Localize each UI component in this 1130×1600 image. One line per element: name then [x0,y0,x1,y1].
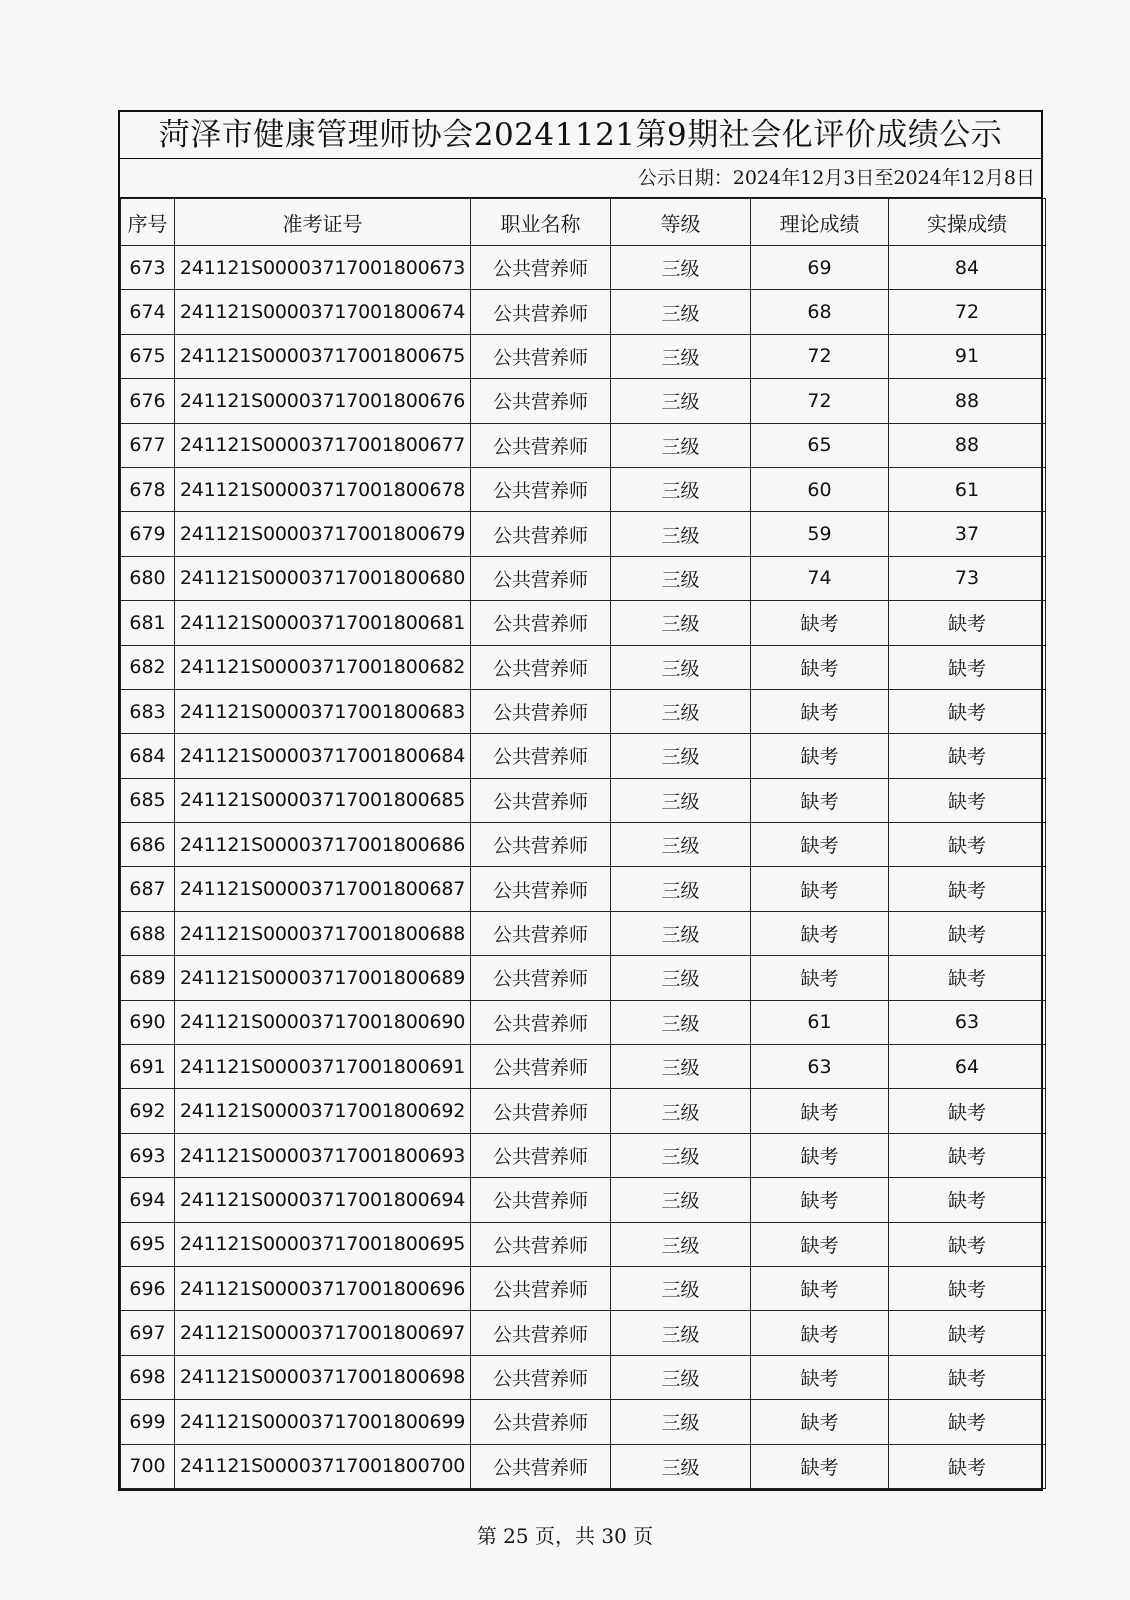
cell-practical-score: 缺考 [889,1222,1046,1266]
cell-level: 三级 [611,1000,751,1044]
cell-theory-score: 缺考 [751,1311,889,1355]
cell-level: 三级 [611,512,751,556]
cell-practical-score: 91 [889,334,1046,378]
table-row [121,1133,1046,1177]
document-title: 菏泽市健康管理师协会20241121第9期社会化评价成绩公示 [120,112,1041,159]
cell-ticket-no: 241121S00003717001800683 [175,689,471,733]
cell-ticket-no: 241121S00003717001800685 [175,778,471,822]
cell-level: 三级 [611,1400,751,1444]
cell-seq: 687 [121,867,175,911]
cell-theory-score: 缺考 [751,689,889,733]
cell-practical-score: 缺考 [889,1444,1046,1488]
table-row [121,1178,1046,1222]
header-seq: 序号 [121,199,175,246]
header-ticket-no: 准考证号 [175,199,471,246]
table-row [121,334,1046,378]
header-occupation: 职业名称 [471,199,611,246]
table-row [121,911,1046,955]
cell-seq: 679 [121,512,175,556]
cell-seq: 696 [121,1266,175,1310]
cell-practical-score: 缺考 [889,778,1046,822]
cell-theory-score: 缺考 [751,956,889,1000]
cell-seq: 692 [121,1089,175,1133]
cell-seq: 686 [121,823,175,867]
cell-seq: 699 [121,1400,175,1444]
cell-theory-score: 缺考 [751,601,889,645]
cell-theory-score: 缺考 [751,1400,889,1444]
cell-level: 三级 [611,246,751,290]
cell-practical-score: 缺考 [889,734,1046,778]
cell-ticket-no: 241121S00003717001800673 [175,246,471,290]
cell-level: 三级 [611,601,751,645]
cell-ticket-no: 241121S00003717001800682 [175,645,471,689]
cell-level: 三级 [611,1266,751,1310]
cell-theory-score: 缺考 [751,1178,889,1222]
cell-occupation: 公共营养师 [471,1266,611,1310]
cell-theory-score: 59 [751,512,889,556]
cell-seq: 685 [121,778,175,822]
cell-level: 三级 [611,467,751,511]
score-sheet [118,110,1043,1491]
cell-ticket-no: 241121S00003717001800690 [175,1000,471,1044]
cell-seq: 688 [121,911,175,955]
cell-ticket-no: 241121S00003717001800692 [175,1089,471,1133]
table-header-row [121,199,1046,246]
table-row [121,867,1046,911]
cell-level: 三级 [611,1444,751,1488]
cell-occupation: 公共营养师 [471,867,611,911]
cell-practical-score: 缺考 [889,1355,1046,1399]
table-row [121,290,1046,334]
cell-theory-score: 缺考 [751,823,889,867]
cell-seq: 682 [121,645,175,689]
cell-occupation: 公共营养师 [471,1444,611,1488]
table-row [121,1311,1046,1355]
cell-ticket-no: 241121S00003717001800694 [175,1178,471,1222]
cell-practical-score: 缺考 [889,1400,1046,1444]
cell-occupation: 公共营养师 [471,1311,611,1355]
cell-level: 三级 [611,334,751,378]
cell-ticket-no: 241121S00003717001800686 [175,823,471,867]
cell-ticket-no: 241121S00003717001800675 [175,334,471,378]
table-body [121,246,1046,1489]
cell-practical-score: 缺考 [889,1266,1046,1310]
cell-seq: 689 [121,956,175,1000]
cell-seq: 681 [121,601,175,645]
cell-practical-score: 缺考 [889,1178,1046,1222]
table-row [121,423,1046,467]
cell-level: 三级 [611,1045,751,1089]
cell-theory-score: 缺考 [751,645,889,689]
cell-practical-score: 73 [889,556,1046,600]
cell-seq: 694 [121,1178,175,1222]
cell-seq: 674 [121,290,175,334]
cell-level: 三级 [611,1355,751,1399]
cell-level: 三级 [611,689,751,733]
cell-occupation: 公共营养师 [471,290,611,334]
cell-level: 三级 [611,956,751,1000]
cell-ticket-no: 241121S00003717001800676 [175,379,471,423]
cell-occupation: 公共营养师 [471,1400,611,1444]
cell-ticket-no: 241121S00003717001800700 [175,1444,471,1488]
cell-seq: 691 [121,1045,175,1089]
cell-practical-score: 缺考 [889,645,1046,689]
cell-ticket-no: 241121S00003717001800684 [175,734,471,778]
cell-ticket-no: 241121S00003717001800678 [175,467,471,511]
table-row [121,689,1046,733]
cell-practical-score: 72 [889,290,1046,334]
table-row [121,778,1046,822]
cell-occupation: 公共营养师 [471,1355,611,1399]
cell-seq: 680 [121,556,175,600]
cell-occupation: 公共营养师 [471,645,611,689]
cell-theory-score: 缺考 [751,778,889,822]
cell-level: 三级 [611,1089,751,1133]
cell-occupation: 公共营养师 [471,734,611,778]
cell-practical-score: 缺考 [889,911,1046,955]
cell-occupation: 公共营养师 [471,601,611,645]
cell-level: 三级 [611,1178,751,1222]
cell-seq: 675 [121,334,175,378]
table-row [121,467,1046,511]
cell-occupation: 公共营养师 [471,1000,611,1044]
cell-occupation: 公共营养师 [471,778,611,822]
cell-level: 三级 [611,290,751,334]
cell-occupation: 公共营养师 [471,1178,611,1222]
table-row [121,645,1046,689]
score-table [120,198,1046,1489]
cell-level: 三级 [611,778,751,822]
cell-occupation: 公共营养师 [471,379,611,423]
table-row [121,956,1046,1000]
cell-seq: 700 [121,1444,175,1488]
cell-seq: 678 [121,467,175,511]
cell-theory-score: 缺考 [751,1266,889,1310]
cell-theory-score: 缺考 [751,911,889,955]
cell-occupation: 公共营养师 [471,1222,611,1266]
cell-ticket-no: 241121S00003717001800681 [175,601,471,645]
cell-theory-score: 65 [751,423,889,467]
cell-theory-score: 缺考 [751,1089,889,1133]
cell-seq: 690 [121,1000,175,1044]
cell-practical-score: 缺考 [889,601,1046,645]
cell-ticket-no: 241121S00003717001800677 [175,423,471,467]
cell-practical-score: 缺考 [889,1311,1046,1355]
table-row [121,1444,1046,1488]
cell-practical-score: 缺考 [889,956,1046,1000]
table-row [121,823,1046,867]
cell-seq: 684 [121,734,175,778]
cell-theory-score: 72 [751,379,889,423]
cell-practical-score: 84 [889,246,1046,290]
cell-level: 三级 [611,823,751,867]
cell-seq: 683 [121,689,175,733]
cell-occupation: 公共营养师 [471,823,611,867]
cell-theory-score: 缺考 [751,1133,889,1177]
cell-practical-score: 缺考 [889,1133,1046,1177]
cell-occupation: 公共营养师 [471,512,611,556]
cell-practical-score: 37 [889,512,1046,556]
cell-ticket-no: 241121S00003717001800699 [175,1400,471,1444]
cell-practical-score: 缺考 [889,1089,1046,1133]
cell-level: 三级 [611,379,751,423]
table-row [121,246,1046,290]
cell-occupation: 公共营养师 [471,689,611,733]
cell-occupation: 公共营养师 [471,1133,611,1177]
cell-theory-score: 69 [751,246,889,290]
cell-level: 三级 [611,645,751,689]
table-row [121,1089,1046,1133]
cell-ticket-no: 241121S00003717001800698 [175,1355,471,1399]
cell-occupation: 公共营养师 [471,246,611,290]
cell-ticket-no: 241121S00003717001800695 [175,1222,471,1266]
cell-seq: 693 [121,1133,175,1177]
table-row [121,556,1046,600]
cell-occupation: 公共营养师 [471,956,611,1000]
table-row [121,1266,1046,1310]
cell-theory-score: 缺考 [751,867,889,911]
table-row [121,379,1046,423]
cell-practical-score: 缺考 [889,823,1046,867]
page-footer: 第 25 页，共 30 页 [476,1524,654,1548]
cell-ticket-no: 241121S00003717001800687 [175,867,471,911]
cell-ticket-no: 241121S00003717001800693 [175,1133,471,1177]
publish-date: 公示日期：2024年12月3日至2024年12月8日 [120,159,1041,198]
cell-theory-score: 缺考 [751,734,889,778]
cell-ticket-no: 241121S00003717001800689 [175,956,471,1000]
cell-occupation: 公共营养师 [471,467,611,511]
cell-practical-score: 61 [889,467,1046,511]
cell-level: 三级 [611,556,751,600]
cell-practical-score: 缺考 [889,689,1046,733]
cell-occupation: 公共营养师 [471,911,611,955]
cell-ticket-no: 241121S00003717001800679 [175,512,471,556]
cell-theory-score: 61 [751,1000,889,1044]
table-row [121,1045,1046,1089]
table-row [121,512,1046,556]
header-level: 等级 [611,199,751,246]
table-row [121,1355,1046,1399]
cell-ticket-no: 241121S00003717001800680 [175,556,471,600]
cell-occupation: 公共营养师 [471,334,611,378]
cell-theory-score: 缺考 [751,1222,889,1266]
cell-practical-score: 64 [889,1045,1046,1089]
cell-ticket-no: 241121S00003717001800688 [175,911,471,955]
cell-theory-score: 缺考 [751,1355,889,1399]
cell-practical-score: 63 [889,1000,1046,1044]
cell-theory-score: 74 [751,556,889,600]
cell-ticket-no: 241121S00003717001800696 [175,1266,471,1310]
cell-theory-score: 缺考 [751,1444,889,1488]
cell-seq: 676 [121,379,175,423]
table-row [121,1400,1046,1444]
table-row [121,1222,1046,1266]
cell-level: 三级 [611,1311,751,1355]
cell-ticket-no: 241121S00003717001800674 [175,290,471,334]
cell-practical-score: 88 [889,423,1046,467]
cell-occupation: 公共营养师 [471,1045,611,1089]
table-row [121,734,1046,778]
cell-level: 三级 [611,734,751,778]
cell-level: 三级 [611,1222,751,1266]
cell-practical-score: 缺考 [889,867,1046,911]
header-theory-score: 理论成绩 [751,199,889,246]
header-practical-score: 实操成绩 [889,199,1046,246]
cell-theory-score: 68 [751,290,889,334]
cell-seq: 698 [121,1355,175,1399]
table-row [121,1000,1046,1044]
table-row [121,601,1046,645]
cell-theory-score: 60 [751,467,889,511]
cell-occupation: 公共营养师 [471,423,611,467]
cell-theory-score: 63 [751,1045,889,1089]
cell-level: 三级 [611,911,751,955]
cell-level: 三级 [611,867,751,911]
cell-level: 三级 [611,423,751,467]
cell-occupation: 公共营养师 [471,1089,611,1133]
cell-practical-score: 88 [889,379,1046,423]
cell-theory-score: 72 [751,334,889,378]
cell-level: 三级 [611,1133,751,1177]
cell-seq: 677 [121,423,175,467]
cell-ticket-no: 241121S00003717001800691 [175,1045,471,1089]
cell-seq: 697 [121,1311,175,1355]
cell-seq: 695 [121,1222,175,1266]
cell-occupation: 公共营养师 [471,556,611,600]
cell-ticket-no: 241121S00003717001800697 [175,1311,471,1355]
cell-seq: 673 [121,246,175,290]
